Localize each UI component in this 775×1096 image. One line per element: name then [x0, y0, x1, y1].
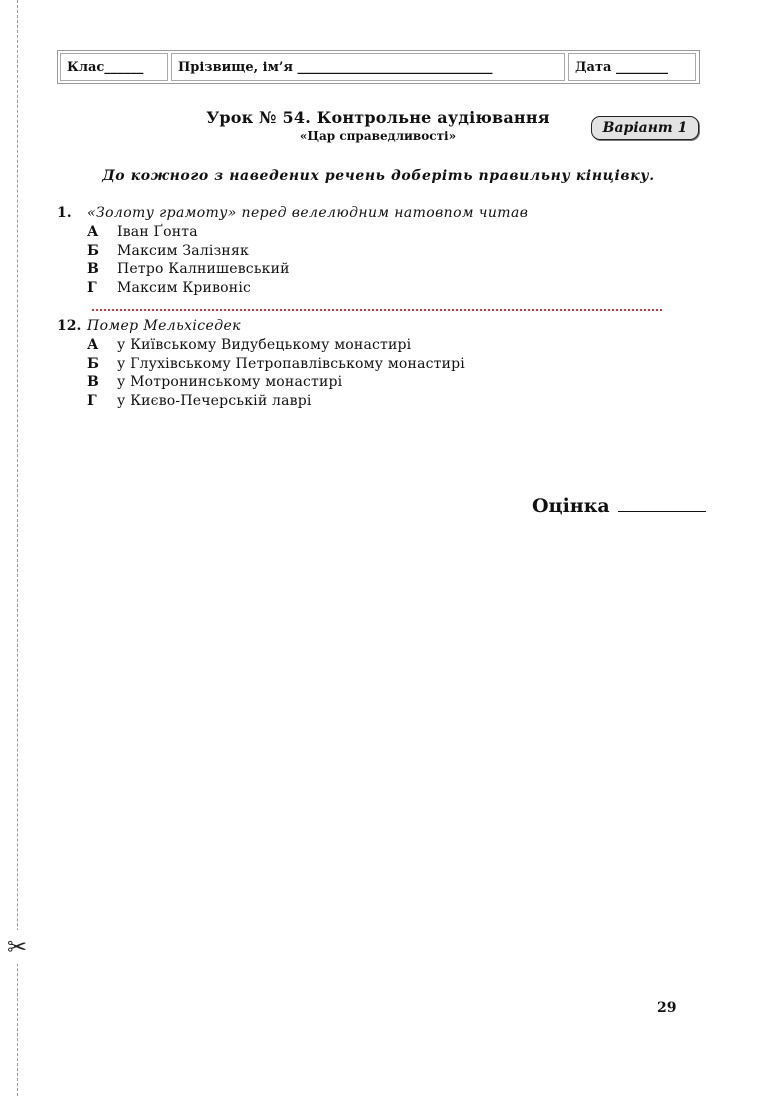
option-text: у Києво-Печерській лаврі [117, 392, 312, 409]
question-number: 12. [57, 318, 82, 334]
option-letter: Б [87, 242, 99, 259]
question-number: 1. [57, 205, 72, 221]
question-12 [57, 318, 465, 411]
grade-field [532, 493, 706, 517]
option-text: Максим Кривоніс [117, 279, 252, 296]
option-b [57, 356, 465, 375]
option-letter: Б [87, 355, 99, 372]
question-1 [57, 205, 528, 298]
lesson-title: Урок № 54. Контрольне аудіювання [206, 108, 550, 127]
option-a [57, 337, 465, 356]
option-letter: В [87, 261, 99, 277]
option-v [57, 374, 465, 393]
option-h [57, 280, 528, 299]
option-text: Максим Залізняк [117, 242, 249, 259]
page-number: 29 [657, 1000, 677, 1016]
option-text: Петро Калнишевський [117, 261, 290, 277]
option-v [57, 261, 528, 280]
section-separator [92, 309, 662, 311]
header-form [57, 50, 700, 84]
option-a [57, 224, 528, 243]
grade-label: Оцінка [532, 495, 610, 517]
class-field: Клас______ [60, 53, 168, 81]
option-h [57, 393, 465, 412]
option-letter: Г [87, 279, 97, 296]
option-text: Іван Ґонта [117, 224, 198, 240]
title-block [190, 108, 566, 143]
option-text: у Київському Видубецькому монастирі [117, 337, 412, 353]
grade-blank [618, 493, 706, 512]
question-text: «Золоту грамоту» перед велелюдним натовпом читав [87, 205, 529, 221]
name-field: Прізвище, ім’я ______________________________ [171, 53, 565, 81]
option-letter: Г [87, 392, 97, 409]
date-field: Дата ________ [568, 53, 696, 81]
lesson-subtitle: «Цар справедливості» [299, 129, 457, 143]
instruction: До кожного з наведених речень доберіть правильну кінцівку. [102, 168, 655, 184]
option-letter: А [87, 224, 99, 240]
option-text: у Мотронинському монастирі [117, 374, 343, 390]
option-letter: В [87, 374, 99, 390]
question-text: Помер Мельхіседек [87, 318, 241, 334]
option-letter: А [87, 337, 99, 353]
variant-badge: Варіант 1 [591, 116, 699, 140]
option-b [57, 243, 528, 262]
scissors-icon: ✂ [6, 930, 28, 964]
option-text: у Глухівському Петропавлівському монастирі [117, 355, 465, 372]
